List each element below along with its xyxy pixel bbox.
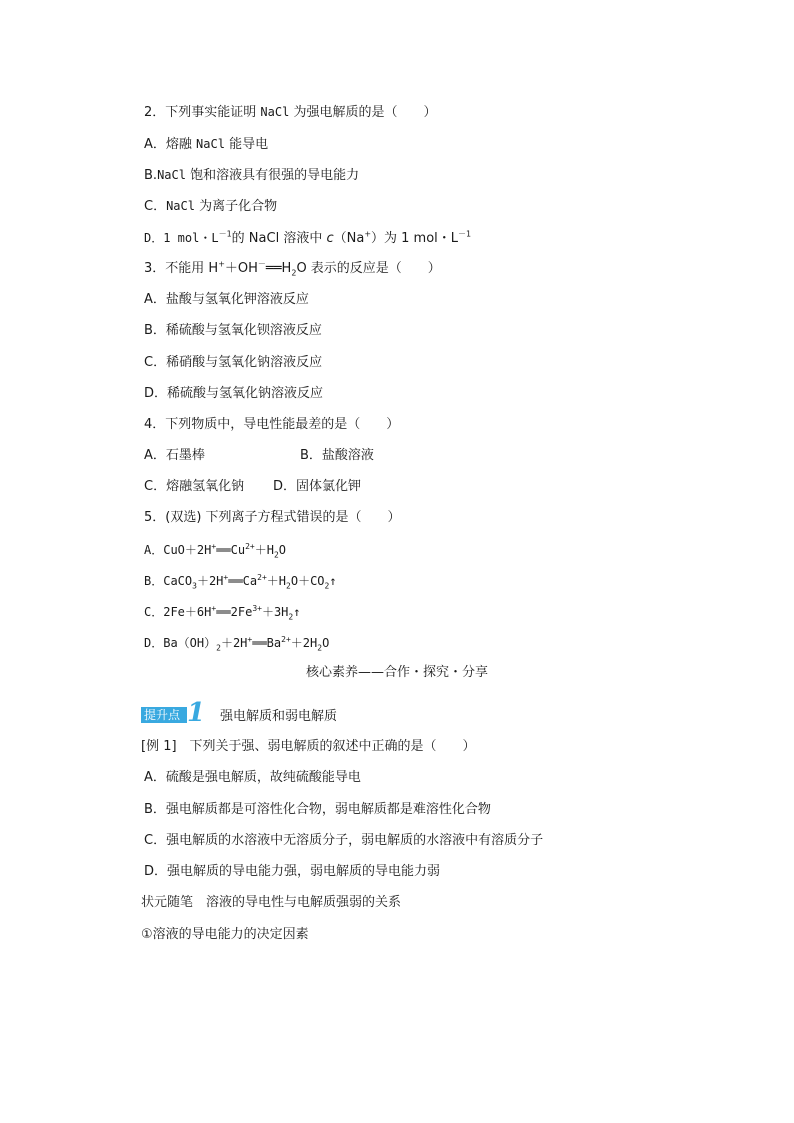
q2-stem: 2．下列事实能证明 NaCl 为强电解质的是（ ） (144, 105, 437, 120)
q5-option-a: A．$CuO+2H^+══Cu^{2+}+H_2O$ (144, 542, 287, 560)
q4-option-d: D．固体氯化钾 (273, 479, 362, 494)
topic-badge (141, 698, 207, 728)
q4-option-c: C．熔融氢氧化钠 (144, 479, 245, 494)
q3-stem: 3．不能用 $H^++OH^-══H_2O$ 表示的反应是（ ） (144, 259, 441, 278)
q4-option-b: B．盐酸溶液 (300, 448, 374, 463)
badge-label: 提升点 (144, 708, 181, 722)
section-title: 核心素养——合作・探究・分享 (305, 665, 488, 680)
example-stem: [例 1] 下列关于强、弱电解质的叙述中正确的是（ ） (141, 739, 476, 754)
q5-option-d: D．$Ba(OH)_2+2H^+══Ba^{2+}+2H_2O$ (144, 635, 330, 653)
q5-option-c: C．$2Fe+6H^+══2Fe^{3+}+3H_2↑$ (144, 604, 301, 622)
q5-stem: 5．(双选) 下列离子方程式错误的是（ ） (144, 510, 401, 525)
q3-option-d: D．稀硫酸与氢氧化钠溶液反应 (144, 386, 324, 401)
example-option-d: D．强电解质的导电能力强，弱电解质的导电能力弱 (144, 864, 441, 879)
example-option-b: B．强电解质都是可溶性化合物，弱电解质都是难溶性化合物 (144, 802, 491, 817)
q4-option-a: A．石墨棒 (144, 448, 205, 463)
example-option-c: C．强电解质的水溶液中无溶质分子，弱电解质的水溶液中有溶质分子 (144, 833, 544, 848)
q2-option-c: C．NaCl 为离子化合物 (144, 199, 278, 214)
q2-option-a: A．熔融 NaCl 能导电 (144, 137, 269, 152)
q2-option-d: D．1 mol・$L^{-1}$的 NaCl 溶液中 c（Na+）为 1 mol・$L^{-1}$ (144, 229, 472, 246)
q3-option-c: C．稀硝酸与氢氧化钠溶液反应 (144, 355, 323, 370)
q3-option-a: A．盐酸与氢氧化钾溶液反应 (144, 292, 309, 307)
example-option-a: A．硫酸是强电解质，故纯硫酸能导电 (144, 770, 361, 785)
topic-title: 强电解质和弱电解质 (220, 709, 338, 724)
q5-option-b: B．$CaCO_3+2H^+══Ca^{2+}+H_2O+CO_2↑$ (144, 573, 337, 591)
q3-option-b: B．稀硫酸与氢氧化钡溶液反应 (144, 323, 322, 338)
q4-stem: 4．下列物质中，导电性能最差的是（ ） (144, 417, 400, 432)
badge-number: 1 (187, 698, 206, 728)
note-title: 状元随笔 溶液的导电性与电解质强弱的关系 (141, 895, 402, 910)
note-item: ①溶液的导电能力的决定因素 (141, 927, 309, 942)
q2-option-b: B.NaCl 饱和溶液具有很强的导电能力 (144, 168, 360, 183)
